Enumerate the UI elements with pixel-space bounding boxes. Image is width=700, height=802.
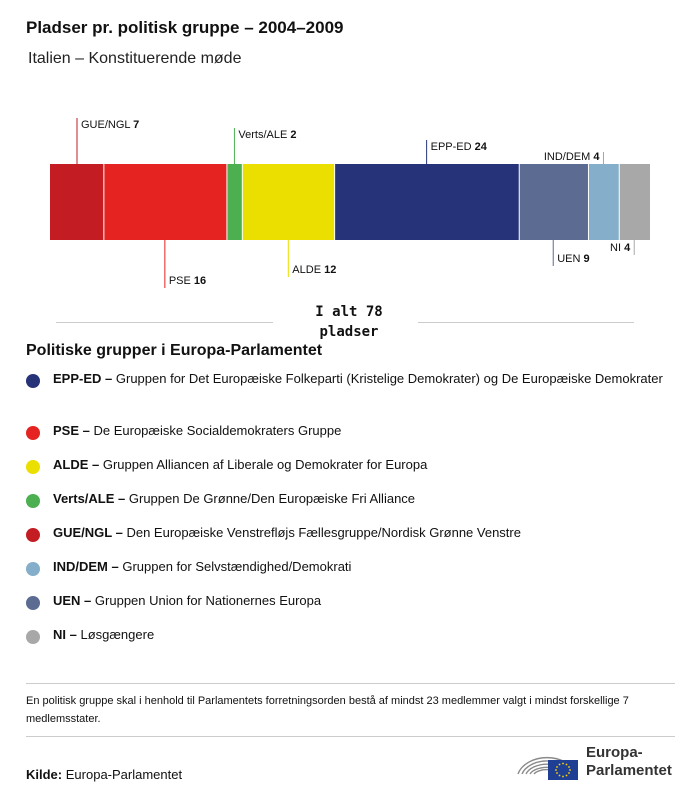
chart-subtitle: Italien – Konstituerende møde — [28, 50, 242, 67]
divider-top-note — [26, 683, 675, 684]
logo-line1: Europa- — [586, 744, 643, 761]
logo-line2: Parlamentet — [586, 762, 672, 779]
legend-abbr: Verts/ALE – — [53, 491, 126, 506]
legend-dot-uen — [26, 596, 40, 610]
bar-segment-alde — [242, 164, 334, 240]
data-label-epp-ed: EPP-ED 24 — [430, 141, 487, 153]
legend-desc: De Europæiske Socialdemokraters Gruppe — [93, 423, 342, 438]
data-label-verts-ale: Verts/ALE 2 — [238, 129, 297, 141]
bar-segment-verts-ale — [227, 164, 242, 240]
legend-title: Politiske grupper i Europa-Parlamentet — [26, 342, 323, 359]
europarl-logo — [514, 744, 684, 788]
data-label-ni: NI 4 — [610, 242, 631, 254]
legend-abbr: EPP-ED – — [53, 371, 113, 386]
divider-bottom-note — [26, 736, 675, 737]
total-seats-line2: pladser — [319, 324, 379, 340]
bar-segment-ind-dem — [588, 164, 619, 240]
data-label-ind-dem: IND/DEM 4 — [543, 151, 600, 163]
legend-abbr: NI – — [53, 627, 77, 642]
data-label-pse: PSE 16 — [168, 275, 207, 287]
legend-desc: Gruppen Union for Nationernes Europa — [94, 593, 322, 608]
source-label: Kilde: — [26, 767, 63, 782]
logo-wordmark — [586, 744, 672, 780]
legend-desc: Den Europæiske Venstrefløjs Fællesgruppe/Nordisk Grønne Venstre — [126, 525, 521, 540]
legend-abbr: UEN – — [53, 593, 92, 608]
legend-dot-alde — [26, 460, 40, 474]
bar-segment-epp-ed — [335, 164, 520, 240]
legend-desc: Gruppen Alliancen af Liberale og Demokrater for Europa — [102, 457, 428, 472]
footnote: En politisk gruppe skal i henhold til Parlamentets forretningsorden bestå af mindst 23 medlemmer valgt i mindst forskellige 7 medlemsstater. — [26, 695, 629, 725]
legend-desc: Løsgængere — [80, 627, 155, 642]
legend-abbr: ALDE – — [53, 457, 100, 472]
legend-dot-pse — [26, 426, 40, 440]
parliament-hemicycle-icon — [514, 744, 580, 784]
bar-segment-ni — [619, 164, 650, 240]
legend-desc: Gruppen De Grønne/Den Europæiske Fri Alliance — [128, 491, 416, 506]
data-label-gue-ngl: GUE/NGL 7 — [81, 119, 140, 131]
source — [26, 767, 182, 782]
legend-desc: Gruppen for Det Europæiske Folkeparti (Kristelige Demokrater) og De Europæiske Demokrater — [115, 371, 663, 386]
legend-dot-epp-ed — [26, 374, 40, 388]
data-label-alde: ALDE 12 — [292, 264, 337, 276]
seat-bar-chart — [0, 100, 700, 300]
legend-dot-gue-ngl — [26, 528, 40, 542]
chart-title: Pladser pr. politisk gruppe – 2004–2009 — [26, 18, 344, 37]
total-divider-right — [418, 322, 634, 323]
legend-dot-verts-ale — [26, 494, 40, 508]
legend-dot-ind-dem — [26, 562, 40, 576]
total-seats-line1: I alt 78 — [315, 304, 383, 320]
source-value: Europa-Parlamentet — [65, 767, 183, 782]
legend-abbr: IND/DEM – — [53, 559, 119, 574]
legend-abbr: PSE – — [53, 423, 90, 438]
bar-segment-pse — [104, 164, 227, 240]
bar-segment-gue-ngl — [50, 164, 104, 240]
legend-desc: Gruppen for Selvstændighed/Demokrati — [122, 559, 352, 574]
total-seats — [274, 302, 424, 342]
legend-abbr: GUE/NGL – — [53, 525, 123, 540]
total-divider-left — [56, 322, 273, 323]
data-label-uen: UEN 9 — [557, 253, 590, 265]
legend-dot-ni — [26, 630, 40, 644]
bar-segment-uen — [519, 164, 588, 240]
